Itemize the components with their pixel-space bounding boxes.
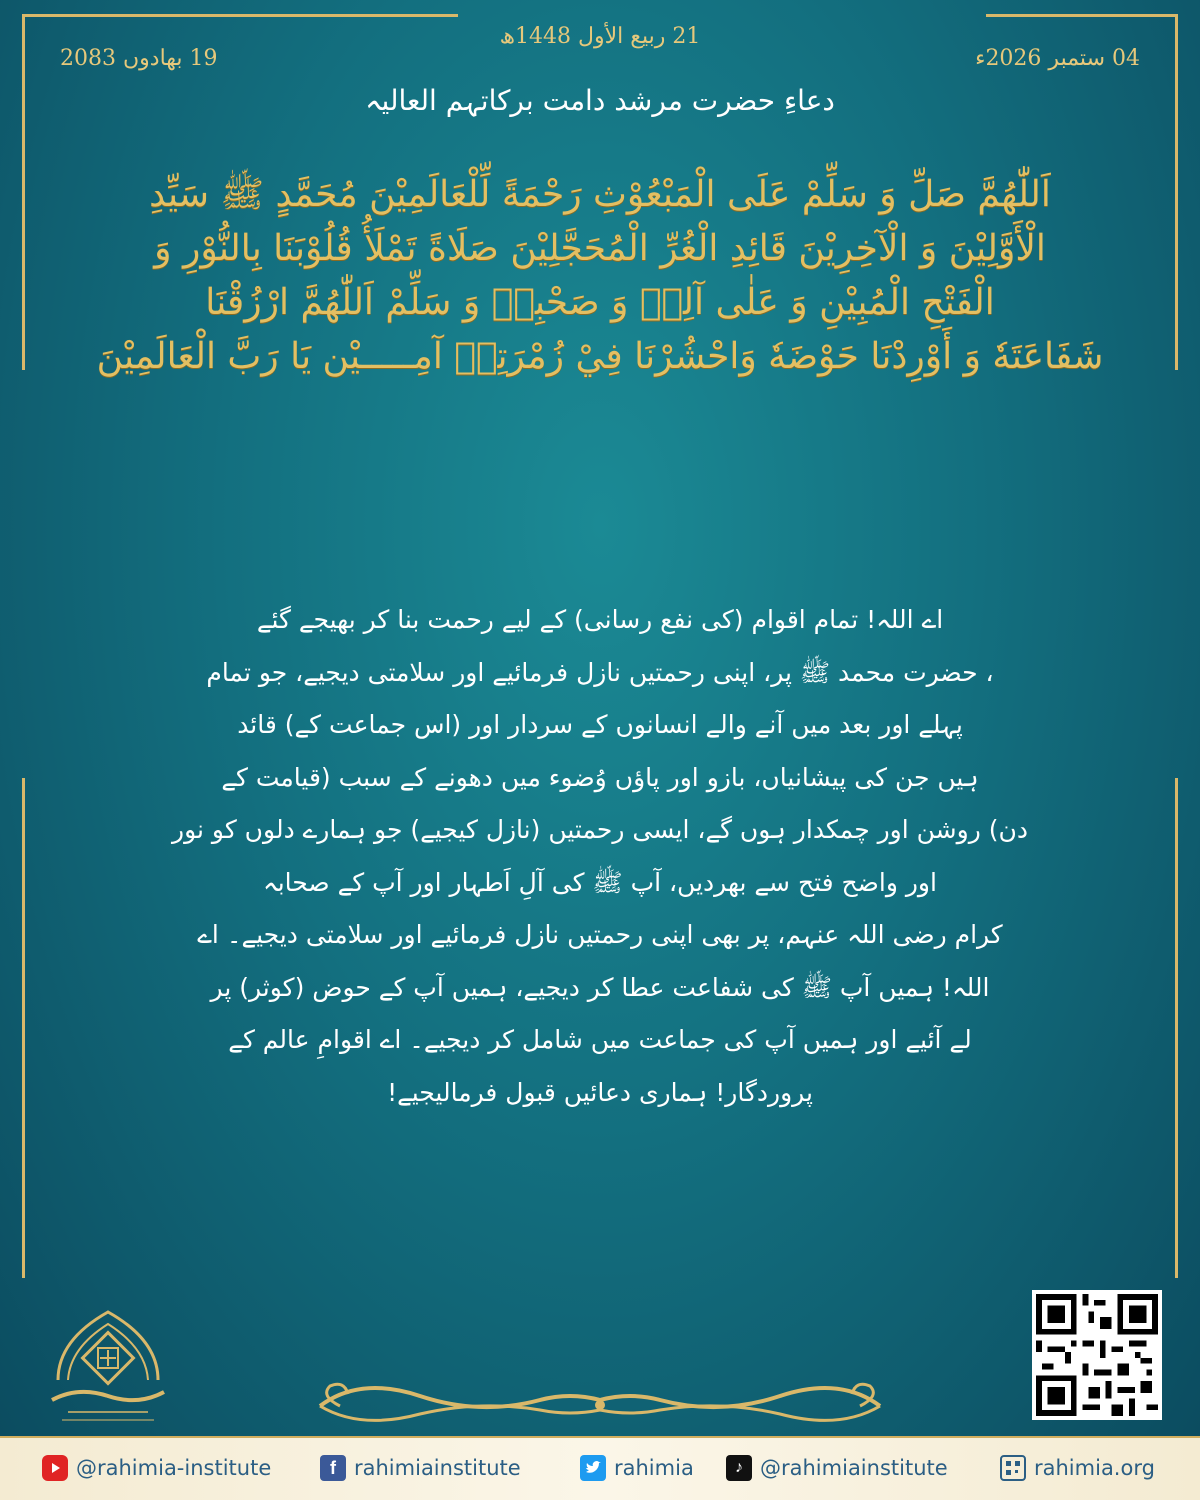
hijri-date: 21 ربیع الأول 1448ھ	[499, 24, 701, 49]
facebook-handle: rahimiainstitute	[354, 1456, 521, 1480]
urdu-line: اللہ! ہمیں آپ ﷺ کی شفاعت عطا کر دیجیے، ہمیں آپ کے حوض (کوثر) پر	[210, 972, 990, 1002]
twitter-icon	[580, 1455, 606, 1481]
frame-right-bottom	[1175, 778, 1178, 1278]
arabic-line: الْأَوَّلِيْنَ وَ الْآخِرِيْنَ قَائِدِ الْغُرِّ الْمُحَجَّلِيْنَ صَلَاةً تَمْلَأُ قُلُوْبَنَا بِالنُّوْرِ وَ	[154, 228, 1046, 269]
arabic-prayer	[80, 168, 1120, 384]
urdu-line: کرام رضی اللہ عنہم، پر بھی اپنی رحمتیں نازل فرمائیے اور سلامتی دیجیے۔ اے	[197, 920, 1003, 949]
facebook-link[interactable]	[320, 1451, 521, 1485]
qr-code[interactable]	[1032, 1290, 1162, 1420]
urdu-line: اے اللہ! تمام اقوام (کی نفع رسانی) کے لیے رحمت بنا کر بھیجے گئے	[256, 605, 944, 634]
bikrami-date: 19 بھادوں 2083	[60, 46, 218, 71]
frame-right-top	[1175, 14, 1178, 370]
website-link[interactable]	[1000, 1451, 1155, 1485]
page-title: دعاءِ حضرت مرشد دامت برکاتہم العالیہ	[365, 84, 835, 117]
urdu-line: اور واضح فتح سے بھردیں، آپ ﷺ کی آلِ اَطہار اور آپ کے صحابہ	[263, 867, 937, 897]
qr-code-pattern	[1036, 1294, 1158, 1416]
website-qr-icon	[1000, 1455, 1026, 1481]
arabic-line: شَفَاعَتَهٗ وَ أَوْرِدْنَا حَوْضَهٗ وَاحْشُرْنَا فِيْ زُمْرَتِهٖ آمِـــــيْن يَا رَبَّ الْعَالَمِيْنَ	[96, 336, 1104, 377]
urdu-line: ہیں جن کی پیشانیاں، بازو اور پاؤں وُضوء میں دھونے کے سبب (قیامت کے	[221, 762, 979, 792]
facebook-icon: f	[320, 1455, 346, 1481]
urdu-line: ، حضرت محمد ﷺ پر، اپنی رحمتیں نازل فرمائیے اور سلامتی دیجیے، جو تمام	[206, 657, 994, 687]
urdu-line: پروردگار! ہماری دعائیں قبول فرمالیجیے!	[387, 1077, 813, 1107]
youtube-icon	[42, 1455, 68, 1481]
tiktok-handle: @rahimiainstitute	[760, 1456, 948, 1480]
urdu-translation	[170, 594, 1030, 1119]
urdu-line: پہلے اور بعد میں آنے والے انسانوں کے سردار اور (اس جماعت کے) قائد	[237, 710, 963, 739]
youtube-link[interactable]	[42, 1451, 271, 1485]
frame-left-top	[22, 14, 25, 370]
urdu-line: لے آئیے اور ہمیں آپ کی جماعت میں شامل کر دیجیے۔ اے اقوامِ عالم کے	[228, 1025, 972, 1054]
tiktok-link[interactable]	[726, 1451, 948, 1485]
twitter-handle: rahimia	[614, 1456, 694, 1480]
frame-top-right	[986, 14, 1178, 17]
tiktok-icon: ♪	[726, 1455, 752, 1481]
frame-left-bottom	[22, 778, 25, 1278]
youtube-handle: @rahimia-institute	[76, 1456, 272, 1480]
gregorian-date: 04 ستمبر 2026ء	[975, 46, 1140, 71]
decorative-scroll-ornament	[300, 1366, 900, 1436]
urdu-line: دن) روشن اور چمکدار ہوں گے، ایسی رحمتیں (نازل کیجیے) جو ہمارے دلوں کو نور	[172, 815, 1028, 844]
rahimia-logo	[38, 1300, 178, 1440]
twitter-link[interactable]	[580, 1451, 694, 1485]
website-url: rahimia.org	[1034, 1456, 1155, 1480]
arabic-line: الْفَتْحِ الْمُبِيْنِ وَ عَلٰى آلِهٖ وَ صَحْبِهٖ وَ سَلِّمْ اَللّٰهُمَّ ارْزُقْنَا	[205, 282, 995, 323]
frame-top-left	[22, 14, 458, 17]
arabic-line: اَللّٰهُمَّ صَلِّ وَ سَلِّمْ عَلَى الْمَبْعُوْثِ رَحْمَةً لِّلْعَالَمِيْنَ مُحَمَّدٍ ﷺ سَيِّدِ	[149, 174, 1051, 215]
